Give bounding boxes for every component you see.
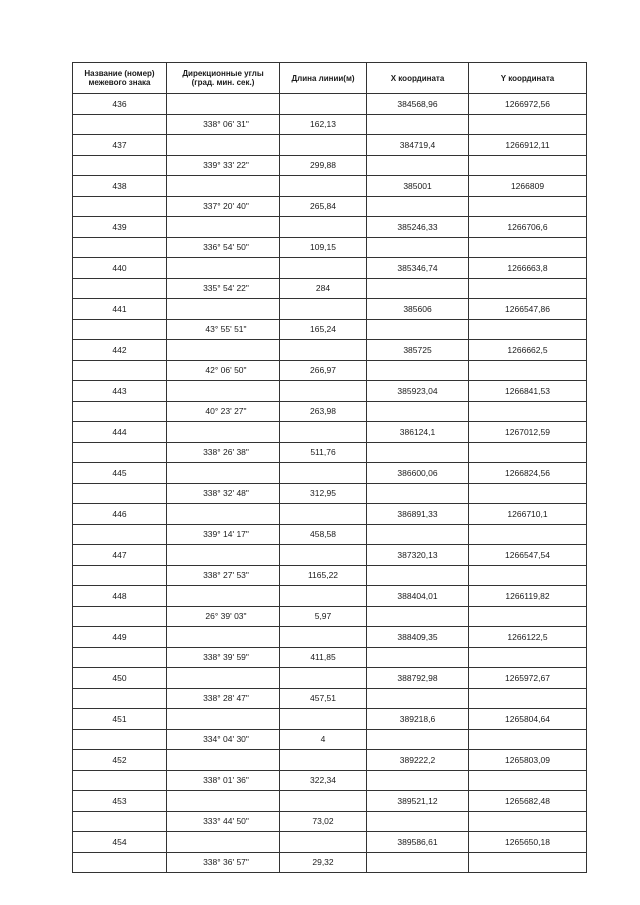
cell-point-name: 451 [73,709,167,730]
coordinates-table [72,62,587,873]
cell-point-name [73,811,167,832]
cell-x-coordinate [367,811,469,832]
cell-y-coordinate: 1266841,53 [469,381,587,402]
cell-line-length [280,299,367,320]
table-row [73,319,587,340]
cell-direction-angle [167,627,280,648]
cell-line-length: 266,97 [280,360,367,381]
cell-line-length: 265,84 [280,196,367,217]
cell-point-name: 444 [73,422,167,443]
cell-y-coordinate [469,729,587,750]
cell-y-coordinate [469,483,587,504]
cell-point-name [73,524,167,545]
cell-direction-angle [167,422,280,443]
cell-y-coordinate: 1265803,09 [469,750,587,771]
table-row [73,401,587,422]
cell-line-length: 322,34 [280,770,367,791]
cell-line-length: 458,58 [280,524,367,545]
cell-y-coordinate [469,401,587,422]
header-line-length: Длина линии(м) [280,63,367,94]
cell-x-coordinate: 386891,33 [367,504,469,525]
cell-direction-angle: 337° 20' 40" [167,196,280,217]
cell-point-name [73,401,167,422]
cell-x-coordinate [367,278,469,299]
cell-y-coordinate: 1266972,56 [469,94,587,115]
header-direction-angle [167,63,280,94]
cell-x-coordinate [367,606,469,627]
cell-line-length [280,258,367,279]
table-row [73,647,587,668]
cell-y-coordinate [469,442,587,463]
cell-point-name [73,237,167,258]
table-row [73,176,587,197]
table-row [73,627,587,648]
cell-line-length: 411,85 [280,647,367,668]
cell-line-length [280,709,367,730]
cell-x-coordinate [367,524,469,545]
cell-line-length: 457,51 [280,688,367,709]
cell-point-name: 448 [73,586,167,607]
table-row [73,791,587,812]
cell-direction-angle [167,832,280,853]
cell-line-length [280,627,367,648]
cell-line-length [280,668,367,689]
cell-x-coordinate [367,114,469,135]
cell-line-length: 299,88 [280,155,367,176]
cell-point-name [73,606,167,627]
cell-direction-angle [167,135,280,156]
cell-x-coordinate [367,319,469,340]
cell-point-name [73,647,167,668]
cell-y-coordinate [469,360,587,381]
cell-direction-angle [167,258,280,279]
table-row [73,360,587,381]
cell-point-name [73,155,167,176]
table-row [73,832,587,853]
table-row [73,668,587,689]
header-row [73,63,587,94]
cell-direction-angle [167,463,280,484]
table-row [73,258,587,279]
cell-direction-angle [167,545,280,566]
cell-point-name [73,729,167,750]
cell-y-coordinate: 1265650,18 [469,832,587,853]
cell-direction-angle [167,668,280,689]
cell-point-name: 439 [73,217,167,238]
cell-y-coordinate: 1266663,8 [469,258,587,279]
cell-direction-angle: 336° 54' 50" [167,237,280,258]
cell-y-coordinate [469,196,587,217]
cell-point-name [73,319,167,340]
table-header [73,63,587,94]
cell-y-coordinate: 1265682,48 [469,791,587,812]
cell-direction-angle: 338° 36' 57" [167,852,280,873]
cell-direction-angle [167,750,280,771]
cell-line-length: 511,76 [280,442,367,463]
cell-direction-angle [167,217,280,238]
cell-y-coordinate: 1266119,82 [469,586,587,607]
cell-y-coordinate: 1266706,6 [469,217,587,238]
cell-y-coordinate: 1266662,5 [469,340,587,361]
cell-direction-angle: 338° 32' 48" [167,483,280,504]
cell-y-coordinate [469,114,587,135]
cell-x-coordinate: 386124,1 [367,422,469,443]
table-row [73,196,587,217]
cell-y-coordinate: 1266824,56 [469,463,587,484]
cell-direction-angle: 338° 39' 59" [167,647,280,668]
cell-x-coordinate [367,155,469,176]
table-row [73,94,587,115]
table-row [73,811,587,832]
cell-y-coordinate: 1266547,86 [469,299,587,320]
cell-direction-angle [167,709,280,730]
cell-direction-angle: 339° 33' 22" [167,155,280,176]
cell-line-length [280,791,367,812]
table-row [73,688,587,709]
cell-line-length [280,750,367,771]
cell-direction-angle [167,504,280,525]
table-row [73,340,587,361]
cell-point-name: 438 [73,176,167,197]
cell-direction-angle: 338° 06' 31" [167,114,280,135]
cell-y-coordinate [469,606,587,627]
cell-point-name: 452 [73,750,167,771]
cell-direction-angle [167,176,280,197]
cell-line-length: 162,13 [280,114,367,135]
cell-y-coordinate [469,811,587,832]
cell-point-name [73,196,167,217]
table-body [73,94,587,873]
cell-point-name [73,688,167,709]
table-row [73,299,587,320]
table-row [73,381,587,402]
cell-direction-angle: 334° 04' 30" [167,729,280,750]
cell-point-name: 447 [73,545,167,566]
table-row [73,524,587,545]
cell-point-name: 449 [73,627,167,648]
cell-direction-angle: 338° 27' 53" [167,565,280,586]
cell-point-name [73,770,167,791]
header-x-coordinate: X координата [367,63,469,94]
cell-x-coordinate: 385725 [367,340,469,361]
cell-point-name: 440 [73,258,167,279]
cell-y-coordinate [469,688,587,709]
cell-line-length [280,504,367,525]
cell-y-coordinate: 1267012,59 [469,422,587,443]
cell-point-name [73,565,167,586]
cell-x-coordinate: 385346,74 [367,258,469,279]
cell-line-length [280,545,367,566]
cell-direction-angle [167,299,280,320]
cell-y-coordinate: 1265804,64 [469,709,587,730]
cell-x-coordinate: 388792,98 [367,668,469,689]
cell-x-coordinate: 389521,12 [367,791,469,812]
header-point-name-line2: межевого знака [88,78,151,87]
cell-y-coordinate [469,565,587,586]
cell-direction-angle [167,94,280,115]
cell-direction-angle: 42° 06' 50" [167,360,280,381]
cell-line-length [280,94,367,115]
cell-y-coordinate [469,852,587,873]
header-direction-angle-line2: (град. мин. сек.) [191,78,255,87]
cell-y-coordinate: 1265972,67 [469,668,587,689]
cell-point-name [73,278,167,299]
cell-x-coordinate [367,237,469,258]
cell-y-coordinate [469,524,587,545]
cell-point-name: 442 [73,340,167,361]
cell-y-coordinate: 1266809 [469,176,587,197]
cell-x-coordinate: 388404,01 [367,586,469,607]
cell-direction-angle [167,340,280,361]
table-row [73,586,587,607]
cell-direction-angle: 333° 44' 50" [167,811,280,832]
table-row [73,442,587,463]
table-row [73,483,587,504]
table-row [73,217,587,238]
cell-x-coordinate [367,770,469,791]
cell-x-coordinate [367,729,469,750]
cell-y-coordinate: 1266710,1 [469,504,587,525]
cell-point-name: 445 [73,463,167,484]
cell-x-coordinate: 389586,61 [367,832,469,853]
cell-x-coordinate [367,360,469,381]
table-row [73,114,587,135]
cell-line-length [280,586,367,607]
cell-point-name: 453 [73,791,167,812]
table-row [73,565,587,586]
cell-line-length [280,463,367,484]
table-row [73,729,587,750]
table-row [73,463,587,484]
cell-direction-angle [167,586,280,607]
cell-y-coordinate [469,647,587,668]
table-row [73,422,587,443]
header-point-name-line1: Название (номер) [84,69,155,78]
cell-x-coordinate [367,401,469,422]
cell-x-coordinate [367,442,469,463]
cell-x-coordinate [367,852,469,873]
table-row [73,135,587,156]
cell-direction-angle: 335° 54' 22" [167,278,280,299]
cell-line-length [280,340,367,361]
cell-x-coordinate: 385246,33 [367,217,469,238]
cell-direction-angle: 338° 01' 36" [167,770,280,791]
cell-point-name: 454 [73,832,167,853]
cell-x-coordinate [367,565,469,586]
cell-x-coordinate: 389218,6 [367,709,469,730]
cell-line-length: 73,02 [280,811,367,832]
cell-direction-angle: 339° 14' 17" [167,524,280,545]
cell-y-coordinate [469,237,587,258]
cell-line-length: 1165,22 [280,565,367,586]
cell-x-coordinate: 389222,2 [367,750,469,771]
cell-line-length: 284 [280,278,367,299]
header-direction-angle-line1: Дирекционные углы [182,69,264,78]
cell-line-length: 312,95 [280,483,367,504]
cell-line-length: 5,97 [280,606,367,627]
cell-direction-angle: 338° 28' 47" [167,688,280,709]
cell-x-coordinate: 385606 [367,299,469,320]
cell-point-name [73,483,167,504]
cell-direction-angle [167,791,280,812]
cell-y-coordinate [469,319,587,340]
table-row [73,504,587,525]
table-row [73,237,587,258]
cell-line-length [280,381,367,402]
cell-y-coordinate: 1266912,11 [469,135,587,156]
cell-point-name: 436 [73,94,167,115]
cell-line-length [280,832,367,853]
cell-point-name: 446 [73,504,167,525]
cell-line-length: 29,32 [280,852,367,873]
table-row [73,852,587,873]
header-y-coordinate: Y координата [469,63,587,94]
cell-line-length: 165,24 [280,319,367,340]
table-row [73,278,587,299]
cell-x-coordinate: 385001 [367,176,469,197]
cell-x-coordinate: 384568,96 [367,94,469,115]
table-row [73,606,587,627]
cell-y-coordinate: 1266122,5 [469,627,587,648]
cell-direction-angle: 43° 55' 51" [167,319,280,340]
cell-point-name [73,442,167,463]
cell-x-coordinate: 387320,13 [367,545,469,566]
cell-line-length [280,135,367,156]
cell-direction-angle: 26° 39' 03" [167,606,280,627]
cell-line-length: 109,15 [280,237,367,258]
cell-point-name: 441 [73,299,167,320]
cell-y-coordinate: 1266547,54 [469,545,587,566]
cell-line-length [280,176,367,197]
table-row [73,770,587,791]
cell-x-coordinate [367,483,469,504]
table-row [73,750,587,771]
cell-x-coordinate: 388409,35 [367,627,469,648]
cell-point-name: 443 [73,381,167,402]
cell-x-coordinate: 385923,04 [367,381,469,402]
cell-x-coordinate [367,196,469,217]
cell-line-length [280,217,367,238]
cell-y-coordinate [469,770,587,791]
cell-x-coordinate: 384719,4 [367,135,469,156]
cell-point-name [73,852,167,873]
cell-point-name: 437 [73,135,167,156]
cell-y-coordinate [469,278,587,299]
cell-y-coordinate [469,155,587,176]
header-point-name [73,63,167,94]
cell-x-coordinate [367,688,469,709]
table-row [73,155,587,176]
cell-point-name [73,114,167,135]
table-row [73,545,587,566]
cell-line-length [280,422,367,443]
cell-direction-angle: 40° 23' 27" [167,401,280,422]
cell-direction-angle [167,381,280,402]
cell-point-name [73,360,167,381]
cell-line-length: 263,98 [280,401,367,422]
cell-x-coordinate [367,647,469,668]
cell-line-length: 4 [280,729,367,750]
cell-x-coordinate: 386600,06 [367,463,469,484]
cell-direction-angle: 338° 26' 38" [167,442,280,463]
cell-point-name: 450 [73,668,167,689]
table-row [73,709,587,730]
